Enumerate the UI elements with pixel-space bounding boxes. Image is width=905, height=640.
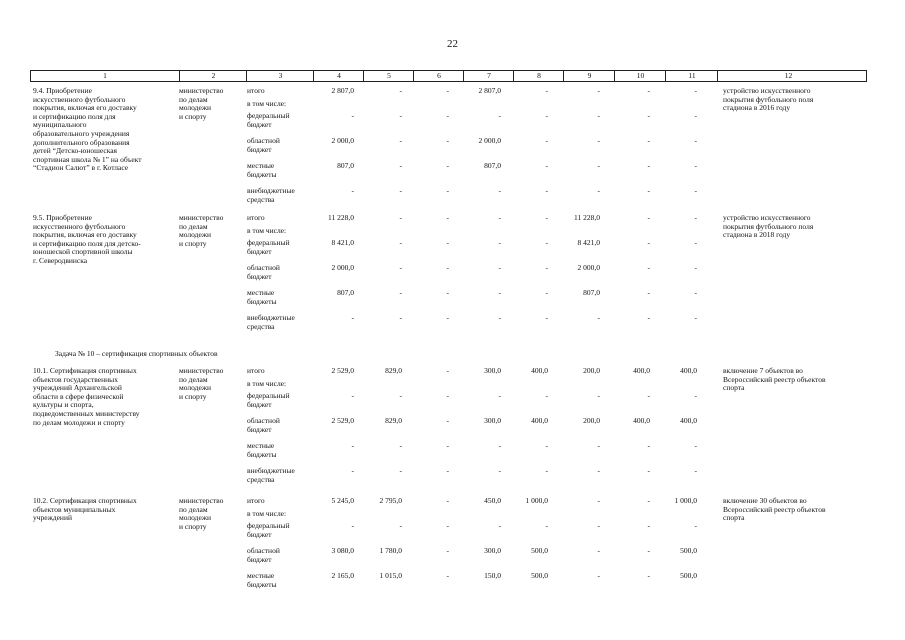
value-cell: 300,0 <box>484 366 501 375</box>
value-cell: - <box>597 161 600 170</box>
value-cell: 300,0 <box>484 416 501 425</box>
value-cell: - <box>399 391 402 400</box>
value-cell: 400,0 <box>633 416 650 425</box>
value-cell: 2 000,0 <box>331 263 354 272</box>
row-label: в том числе: <box>247 379 287 388</box>
header-col-8: 8 <box>513 71 564 81</box>
item-executor: министерство по делам молодежи и спорту <box>179 366 224 401</box>
value-cell: - <box>597 441 600 450</box>
value-cell: - <box>446 546 449 555</box>
value-cell: - <box>647 496 650 505</box>
value-cell: - <box>399 288 402 297</box>
value-cell: - <box>446 288 449 297</box>
value-cell: 500,0 <box>531 571 548 580</box>
header-col-9: 9 <box>563 71 615 81</box>
value-cell: - <box>694 441 697 450</box>
value-cell: - <box>446 466 449 475</box>
item-result: включение 7 объектов во Всероссийский реестр объектов спорта <box>723 366 826 393</box>
value-cell: - <box>647 86 650 95</box>
row-label: местные бюджеты <box>247 441 277 459</box>
value-cell: - <box>597 496 600 505</box>
value-cell: - <box>647 441 650 450</box>
value-cell: 150,0 <box>484 571 501 580</box>
row-label: итого <box>247 213 265 222</box>
value-cell: - <box>399 441 402 450</box>
item-name: 9.5. Приобретение искусственного футбольного покрытия, включая его доставку и сертификацию поля для детско- юношеской спортивной школы г. Северодвинска <box>33 213 141 265</box>
value-cell: - <box>399 111 402 120</box>
row-label: в том числе: <box>247 226 287 235</box>
row-label: федеральный бюджет <box>247 391 290 409</box>
value-cell: 807,0 <box>337 161 354 170</box>
value-cell: 807,0 <box>337 288 354 297</box>
value-cell: - <box>446 521 449 530</box>
value-cell: - <box>694 521 697 530</box>
value-cell: - <box>545 86 548 95</box>
task-10-title: Задача № 10 – сертификация спортивных объектов <box>55 349 218 358</box>
value-cell: - <box>694 263 697 272</box>
row-label: внебюджетные средства <box>247 186 295 204</box>
value-cell: - <box>351 521 354 530</box>
row-label: в том числе: <box>247 99 287 108</box>
value-cell: - <box>647 546 650 555</box>
value-cell: - <box>597 136 600 145</box>
value-cell: 807,0 <box>583 288 600 297</box>
value-cell: - <box>446 161 449 170</box>
value-cell: - <box>498 288 501 297</box>
row-label: местные бюджеты <box>247 288 277 306</box>
value-cell: - <box>351 111 354 120</box>
value-cell: - <box>399 213 402 222</box>
value-cell: - <box>399 161 402 170</box>
value-cell: - <box>545 238 548 247</box>
item-executor: министерство по делам молодежи и спорту <box>179 213 224 248</box>
value-cell: 5 245,0 <box>331 496 354 505</box>
value-cell: 500,0 <box>680 546 697 555</box>
header-col-12: 12 <box>717 71 859 81</box>
value-cell: - <box>647 136 650 145</box>
value-cell: - <box>545 288 548 297</box>
value-cell: - <box>446 313 449 322</box>
row-label: федеральный бюджет <box>247 521 290 539</box>
value-cell: - <box>647 391 650 400</box>
value-cell: - <box>647 521 650 530</box>
header-col-2: 2 <box>179 71 247 81</box>
value-cell: 400,0 <box>531 416 548 425</box>
value-cell: 2 795,0 <box>379 496 402 505</box>
value-cell: - <box>597 521 600 530</box>
value-cell: - <box>597 466 600 475</box>
value-cell: 8 421,0 <box>577 238 600 247</box>
value-cell: - <box>545 263 548 272</box>
value-cell: - <box>694 136 697 145</box>
value-cell: - <box>597 86 600 95</box>
value-cell: 400,0 <box>633 366 650 375</box>
row-label: итого <box>247 86 265 95</box>
row-label: местные бюджеты <box>247 571 277 589</box>
value-cell: - <box>399 186 402 195</box>
row-label: областной бюджет <box>247 263 280 281</box>
value-cell: - <box>694 391 697 400</box>
value-cell: - <box>498 521 501 530</box>
value-cell: - <box>647 288 650 297</box>
value-cell: - <box>498 263 501 272</box>
value-cell: - <box>545 111 548 120</box>
row-label: федеральный бюджет <box>247 111 290 129</box>
value-cell: - <box>399 263 402 272</box>
value-cell: - <box>597 546 600 555</box>
value-cell: - <box>351 313 354 322</box>
value-cell: - <box>694 288 697 297</box>
value-cell: 200,0 <box>583 416 600 425</box>
item-name: 10.2. Сертификация спортивных объектов муниципальных учреждений <box>33 496 137 523</box>
row-label: итого <box>247 366 265 375</box>
value-cell: - <box>446 571 449 580</box>
value-cell: 400,0 <box>680 416 697 425</box>
value-cell: 400,0 <box>680 366 697 375</box>
value-cell: - <box>597 186 600 195</box>
value-cell: 200,0 <box>583 366 600 375</box>
value-cell: - <box>446 496 449 505</box>
value-cell: - <box>545 313 548 322</box>
value-cell: - <box>498 313 501 322</box>
value-cell: - <box>647 238 650 247</box>
value-cell: - <box>498 466 501 475</box>
value-cell: 1 780,0 <box>379 546 402 555</box>
value-cell: 500,0 <box>531 546 548 555</box>
value-cell: 11 228,0 <box>574 213 600 222</box>
value-cell: 1 015,0 <box>379 571 402 580</box>
row-label: в том числе: <box>247 509 287 518</box>
value-cell: - <box>694 111 697 120</box>
value-cell: - <box>694 86 697 95</box>
page-number: 22 <box>447 38 458 50</box>
value-cell: - <box>545 213 548 222</box>
value-cell: - <box>498 391 501 400</box>
row-label: местные бюджеты <box>247 161 277 179</box>
value-cell: - <box>545 161 548 170</box>
value-cell: 300,0 <box>484 546 501 555</box>
value-cell: 2 000,0 <box>331 136 354 145</box>
row-label: областной бюджет <box>247 416 280 434</box>
item-result: устройство искусственного покрытия футбольного поля стадиона в 2016 году <box>723 86 814 113</box>
value-cell: 807,0 <box>484 161 501 170</box>
value-cell: - <box>545 466 548 475</box>
value-cell: 3 080,0 <box>331 546 354 555</box>
value-cell: 8 421,0 <box>331 238 354 247</box>
value-cell: - <box>647 263 650 272</box>
value-cell: - <box>498 441 501 450</box>
value-cell: 2 000,0 <box>577 263 600 272</box>
value-cell: 2 807,0 <box>478 86 501 95</box>
value-cell: - <box>694 213 697 222</box>
value-cell: - <box>498 186 501 195</box>
row-label: итого <box>247 496 265 505</box>
header-col-7: 7 <box>463 71 514 81</box>
value-cell: - <box>446 213 449 222</box>
value-cell: - <box>647 313 650 322</box>
value-cell: - <box>399 466 402 475</box>
value-cell: - <box>597 313 600 322</box>
value-cell: - <box>498 111 501 120</box>
header-col-10: 10 <box>614 71 666 81</box>
header-col-4: 4 <box>313 71 364 81</box>
value-cell: - <box>446 111 449 120</box>
value-cell: - <box>446 238 449 247</box>
value-cell: - <box>446 86 449 95</box>
value-cell: - <box>597 571 600 580</box>
value-cell: 2 000,0 <box>478 136 501 145</box>
value-cell: 2 529,0 <box>331 366 354 375</box>
value-cell: - <box>694 466 697 475</box>
value-cell: - <box>399 86 402 95</box>
value-cell: - <box>545 441 548 450</box>
value-cell: - <box>647 213 650 222</box>
value-cell: - <box>498 238 501 247</box>
value-cell: - <box>399 238 402 247</box>
value-cell: - <box>351 441 354 450</box>
value-cell: - <box>694 186 697 195</box>
item-executor: министерство по делам молодежи и спорту <box>179 496 224 531</box>
value-cell: 11 228,0 <box>328 213 354 222</box>
value-cell: - <box>351 466 354 475</box>
row-label: внебюджетные средства <box>247 313 295 331</box>
row-label: федеральный бюджет <box>247 238 290 256</box>
item-name: 10.1. Сертификация спортивных объектов государственных учреждений Архангельской области в сфере физической культуры и спорта, подведомственных министерству по делам молодежи и спорту <box>33 366 140 427</box>
value-cell: - <box>446 263 449 272</box>
value-cell: - <box>446 186 449 195</box>
value-cell: - <box>647 466 650 475</box>
value-cell: - <box>545 186 548 195</box>
row-label: областной бюджет <box>247 136 280 154</box>
value-cell: 829,0 <box>385 366 402 375</box>
value-cell: - <box>597 391 600 400</box>
value-cell: 2 165,0 <box>331 571 354 580</box>
value-cell: - <box>351 391 354 400</box>
value-cell: - <box>694 161 697 170</box>
value-cell: - <box>647 186 650 195</box>
item-result: устройство искусственного покрытия футбольного поля стадиона в 2018 году <box>723 213 814 240</box>
value-cell: 2 807,0 <box>331 86 354 95</box>
header-col-3: 3 <box>246 71 314 81</box>
value-cell: - <box>446 441 449 450</box>
value-cell: - <box>545 521 548 530</box>
value-cell: - <box>446 366 449 375</box>
header-col-1: 1 <box>103 71 107 80</box>
value-cell: - <box>399 313 402 322</box>
value-cell: - <box>647 571 650 580</box>
value-cell: - <box>647 111 650 120</box>
value-cell: 1 000,0 <box>525 496 548 505</box>
value-cell: - <box>446 416 449 425</box>
value-cell: - <box>694 238 697 247</box>
table-header <box>30 70 867 82</box>
value-cell: 500,0 <box>680 571 697 580</box>
value-cell: - <box>694 313 697 322</box>
value-cell: - <box>597 111 600 120</box>
value-cell: - <box>399 521 402 530</box>
row-label: областной бюджет <box>247 546 280 564</box>
value-cell: 829,0 <box>385 416 402 425</box>
header-col-11: 11 <box>665 71 718 81</box>
header-col-5: 5 <box>363 71 414 81</box>
value-cell: 450,0 <box>484 496 501 505</box>
value-cell: - <box>498 213 501 222</box>
value-cell: - <box>351 186 354 195</box>
value-cell: - <box>545 136 548 145</box>
value-cell: - <box>545 391 548 400</box>
value-cell: - <box>647 161 650 170</box>
item-name: 9.4. Приобретение искусственного футбольного покрытия, включая его доставку и сертификацию поля для муниципального образовательного учреждения дополнительного образования детей “Детско-юношеская спортивная школа № 1” на объект “Стадион Салют” в г. Котласе <box>33 86 142 173</box>
row-label: внебюджетные средства <box>247 466 295 484</box>
header-col-6: 6 <box>413 71 464 81</box>
value-cell: - <box>446 391 449 400</box>
item-result: включение 30 объектов во Всероссийский реестр объектов спорта <box>723 496 826 523</box>
item-executor: министерство по делам молодежи и спорту <box>179 86 224 121</box>
value-cell: 1 000,0 <box>674 496 697 505</box>
value-cell: - <box>446 136 449 145</box>
value-cell: 400,0 <box>531 366 548 375</box>
value-cell: 2 529,0 <box>331 416 354 425</box>
value-cell: - <box>399 136 402 145</box>
